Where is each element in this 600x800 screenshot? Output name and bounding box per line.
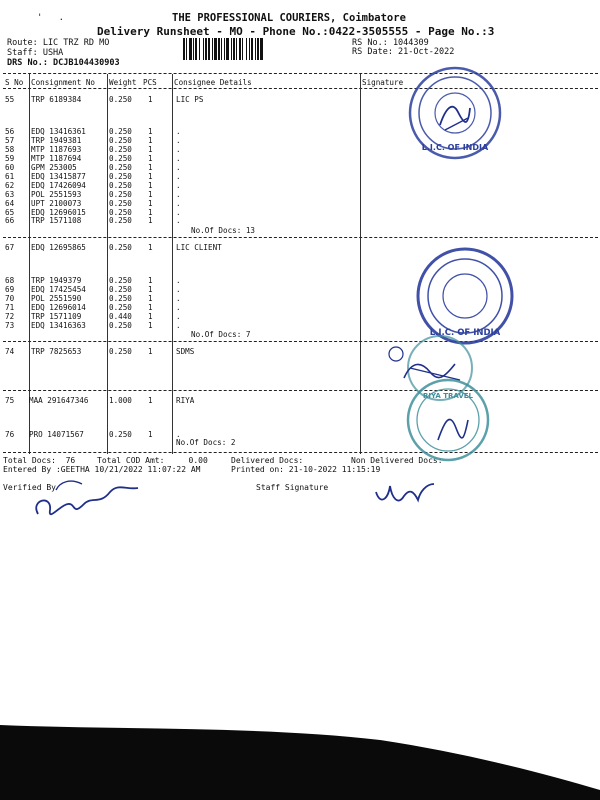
consignment-cell: EDQ 13415877: [31, 172, 86, 181]
fold-mark: ' .: [37, 13, 65, 23]
pcs-cell: 1: [148, 145, 153, 154]
entered-by: Entered By :GEETHA 10/21/2022 11:07:22 AM: [3, 465, 201, 474]
col-consignment: Consignment No: [31, 78, 96, 87]
weight-cell: 0.250: [109, 285, 132, 294]
pcs-cell: 1: [148, 321, 153, 330]
weight-cell: 0.250: [109, 347, 132, 356]
consignment-cell: EDQ 13416363: [31, 321, 86, 330]
delivered-docs: Delivered Docs:: [231, 456, 304, 465]
weight-cell: 0.250: [109, 243, 132, 252]
weight-cell: 0.250: [109, 181, 132, 190]
detail-cell: .: [176, 276, 181, 285]
sno-cell: 59: [5, 154, 15, 163]
col-weight: Weight: [109, 78, 137, 87]
detail-cell: .: [176, 294, 181, 303]
detail-cell: .: [176, 312, 181, 321]
consignment-cell: TRP 1949381: [31, 136, 82, 145]
sno-cell: 70: [5, 294, 15, 303]
pcs-cell: 1: [148, 347, 153, 356]
pcs-cell: 1: [148, 396, 153, 405]
pcs-cell: 1: [148, 303, 153, 312]
rs-date: RS Date: 21-Oct-2022: [352, 47, 455, 57]
stamp2-text: L.I.C. OF INDIA: [429, 328, 501, 338]
pcs-cell: 1: [148, 430, 153, 439]
printed-on: Printed on: 21-10-2022 11:15:19: [231, 465, 381, 474]
sno-cell: 58: [5, 145, 15, 154]
pcs-cell: 1: [148, 243, 153, 252]
runsheet-subtitle: Delivery Runsheet - MO - Phone No.:0422-3505555 - Page No.:3: [97, 25, 495, 38]
sno-cell: 55: [5, 95, 15, 104]
sno-cell: 67: [5, 243, 15, 252]
consignment-cell: EDQ 17425454: [31, 285, 86, 294]
col-pcs: PCS: [143, 78, 157, 87]
weight-cell: 0.250: [109, 208, 132, 217]
pcs-cell: 1: [148, 312, 153, 321]
weight-cell: 0.250: [109, 136, 132, 145]
total-cod: Total COD Amt: 0.00: [97, 456, 208, 465]
col-sno: S No: [5, 78, 24, 87]
detail-cell: .: [176, 216, 181, 225]
detail-cell: .: [176, 163, 181, 172]
detail-cell: .: [176, 303, 181, 312]
detail-cell: .: [176, 321, 181, 330]
consignment-cell: MAA 291647346: [29, 396, 89, 405]
sno-cell: 72: [5, 312, 15, 321]
sno-cell: 75: [5, 396, 15, 405]
sno-cell: 65: [5, 208, 15, 217]
sno-cell: 71: [5, 303, 15, 312]
pcs-cell: 1: [148, 181, 153, 190]
pcs-cell: 1: [148, 190, 153, 199]
pcs-cell: 1: [148, 127, 153, 136]
consignment-cell: TRP 6189384: [31, 95, 82, 104]
consignment-cell: TRP 1571108: [31, 216, 82, 225]
consignment-cell: EDQ 12696015: [31, 208, 86, 217]
weight-cell: 0.250: [109, 154, 132, 163]
sno-cell: 57: [5, 136, 15, 145]
weight-cell: 0.250: [109, 199, 132, 208]
detail-cell: .: [176, 430, 181, 439]
consignment-cell: EDQ 12696014: [31, 303, 86, 312]
company-title: THE PROFESSIONAL COURIERS, Coimbatore: [172, 12, 406, 24]
detail-cell: .: [176, 199, 181, 208]
weight-cell: 0.250: [109, 145, 132, 154]
sno-cell: 68: [5, 276, 15, 285]
sno-cell: 69: [5, 285, 15, 294]
detail-cell: .: [176, 136, 181, 145]
non-delivered-docs: Non Delivered Docs:: [351, 456, 443, 465]
consignment-cell: POL 2551590: [31, 294, 82, 303]
weight-cell: 0.250: [109, 276, 132, 285]
consignee-cell: RIYA: [176, 396, 195, 405]
staff-signature-label: Staff Signature: [256, 483, 329, 492]
stamp1-text: L.I.C. OF INDIA: [421, 143, 489, 152]
detail-cell: .: [176, 172, 181, 181]
col-consignee: Consignee Details: [174, 78, 252, 87]
col-signature: Signature: [362, 78, 404, 87]
consignment-cell: MTP 1187694: [31, 154, 82, 163]
pcs-cell: 1: [148, 294, 153, 303]
pcs-cell: 1: [148, 154, 153, 163]
sno-cell: 73: [5, 321, 15, 330]
pcs-cell: 1: [148, 216, 153, 225]
consignment-cell: GPM 253005: [31, 163, 77, 172]
pcs-cell: 1: [148, 136, 153, 145]
sno-cell: 66: [5, 216, 15, 225]
weight-cell: 0.250: [109, 430, 132, 439]
weight-cell: 0.440: [109, 312, 132, 321]
total-docs: Total Docs: 76: [3, 456, 76, 465]
detail-cell: .: [176, 190, 181, 199]
detail-cell: .: [176, 181, 181, 190]
sno-cell: 76: [5, 430, 15, 439]
consignee-cell: LIC CLIENT: [176, 243, 222, 252]
detail-cell: .: [176, 208, 181, 217]
pcs-cell: 1: [148, 163, 153, 172]
consignment-cell: TRP 7825653: [31, 347, 82, 356]
docs-count-label: No.Of Docs: 7: [191, 330, 251, 339]
verified-by-label: Verified By: [3, 483, 56, 492]
docs-count-label: No.Of Docs: 2: [176, 438, 236, 447]
consignment-cell: POL 2551593: [31, 190, 82, 199]
detail-cell: .: [176, 285, 181, 294]
sno-cell: 74: [5, 347, 15, 356]
consignment-cell: EDQ 17426094: [31, 181, 86, 190]
weight-cell: 0.250: [109, 303, 132, 312]
consignment-cell: TRP 1571109: [31, 312, 82, 321]
weight-cell: 0.250: [109, 216, 132, 225]
detail-cell: .: [176, 154, 181, 163]
pcs-cell: 1: [148, 172, 153, 181]
consignment-cell: PRO 14071567: [29, 430, 84, 439]
rs-number: RS No.: 1044309: [352, 38, 429, 48]
sno-cell: 61: [5, 172, 15, 181]
stamp3-text: RIYA TRAVEL: [422, 392, 474, 400]
pcs-cell: 1: [148, 208, 153, 217]
weight-cell: 0.250: [109, 294, 132, 303]
detail-cell: .: [176, 127, 181, 136]
staff-label: Staff: USHA: [7, 48, 64, 58]
weight-cell: 0.250: [109, 321, 132, 330]
sno-cell: 56: [5, 127, 15, 136]
docs-count-label: No.Of Docs: 13: [191, 226, 256, 235]
sno-cell: 63: [5, 190, 15, 199]
pcs-cell: 1: [148, 199, 153, 208]
sno-cell: 60: [5, 163, 15, 172]
sno-cell: 62: [5, 181, 15, 190]
detail-cell: .: [176, 145, 181, 154]
route-label: Route: LIC TRZ RD MO: [7, 38, 110, 48]
drs-number: DRS No.: DCJB104430903: [7, 58, 120, 68]
consignee-cell: SDMS: [176, 347, 195, 356]
consignment-cell: UPT 2100073: [31, 199, 82, 208]
consignee-cell: LIC PS: [176, 95, 204, 104]
consignment-cell: TRP 1949379: [31, 276, 82, 285]
consignment-cell: EDQ 12695865: [31, 243, 86, 252]
pcs-cell: 1: [148, 285, 153, 294]
weight-cell: 0.250: [109, 95, 132, 104]
weight-cell: 1.000: [109, 396, 132, 405]
weight-cell: 0.250: [109, 127, 132, 136]
pcs-cell: 1: [148, 276, 153, 285]
consignment-cell: MTP 1187693: [31, 145, 82, 154]
weight-cell: 0.250: [109, 172, 132, 181]
weight-cell: 0.250: [109, 163, 132, 172]
consignment-cell: EDQ 13416361: [31, 127, 86, 136]
sno-cell: 64: [5, 199, 15, 208]
pcs-cell: 1: [148, 95, 153, 104]
weight-cell: 0.250: [109, 190, 132, 199]
